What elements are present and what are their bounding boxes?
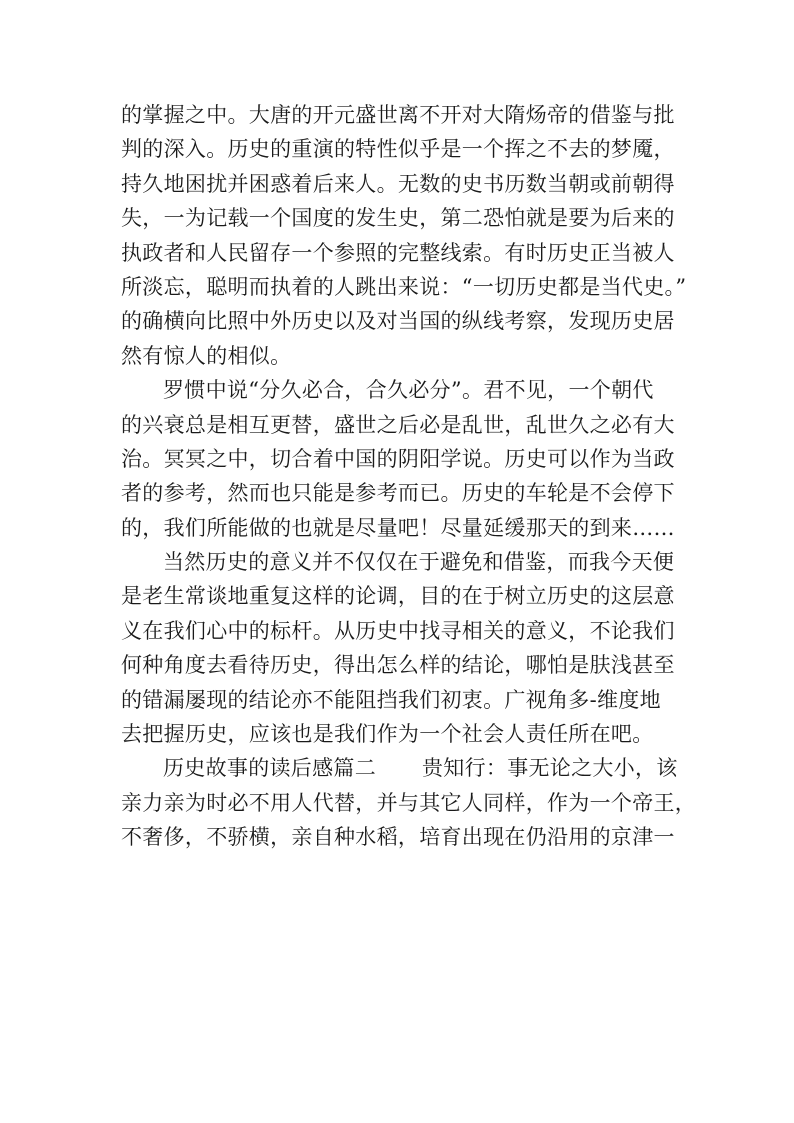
text-line: 者的参考，然而也只能是参考而已。历史的车轮是不会停下	[121, 481, 675, 506]
paragraph-start-line: 罗惯中说“分久必合，合久必分”。君不见，一个朝代	[163, 378, 654, 403]
section-text: 贵知行：事无论之大小，该	[422, 756, 678, 781]
text-line: 执政者和人民留存一个参照的完整线索。有时历史正当被人	[121, 240, 675, 265]
paragraph-start-line: 当然历史的意义并不仅仅在于避免和借鉴，而我今天便	[163, 550, 675, 575]
text-line: 持久地困扰并困惑着后来人。无数的史书历数当朝或前朝得	[121, 171, 675, 196]
text-line: 治。冥冥之中，切合着中国的阴阳学说。历史可以作为当政	[121, 446, 675, 471]
text-line: 的确横向比照中外历史以及对当国的纵线考察，发现历史居	[121, 309, 675, 334]
text-line: 亲力亲为时必不用人代替，并与其它人同样，作为一个帝王，	[121, 790, 697, 815]
section-title: 历史故事的读后感篇二	[163, 756, 376, 781]
text-line: 所淡忘，聪明而执着的人跳出来说：“一切历史都是当代史。”	[121, 274, 687, 299]
text-line: 是老生常谈地重复这样的论调，目的在于树立历史的这层意	[121, 584, 675, 609]
text-line: 的错漏屡现的结论亦不能阻挡我们初衷。广视角多-维度地	[121, 687, 661, 712]
text-line: 然有惊人的相似。	[121, 343, 292, 368]
text-line: 去把握历史，应该也是我们作为一个社会人责任所在吧。	[121, 722, 654, 747]
text-line: 的兴衰总是相互更替，盛世之后必是乱世，乱世久之必有大	[121, 412, 675, 437]
text-line: 义在我们心中的标杆。从历史中找寻相关的意义，不论我们	[121, 618, 675, 643]
text-line: 何种角度去看待历史，得出怎么样的结论，哪怕是肤浅甚至	[121, 653, 675, 678]
text-line: 的掌握之中。大唐的开元盛世离不开对大隋炀帝的借鉴与批	[121, 103, 675, 127]
document-body	[121, 98, 697, 855]
text-line: 不奢侈，不骄横，亲自种水稻，培育出现在仍沿用的京津一	[121, 825, 675, 850]
text-line: 失，一为记载一个国度的发生史，第二恐怕就是要为后来的	[121, 206, 675, 231]
text-line: 的，我们所能做的也就是尽量吧！尽量延缓那天的到来……	[121, 515, 675, 540]
section-heading-line	[121, 751, 681, 785]
text-line: 判的深入。历史的重演的特性似乎是一个挥之不去的梦魇，	[121, 137, 675, 162]
